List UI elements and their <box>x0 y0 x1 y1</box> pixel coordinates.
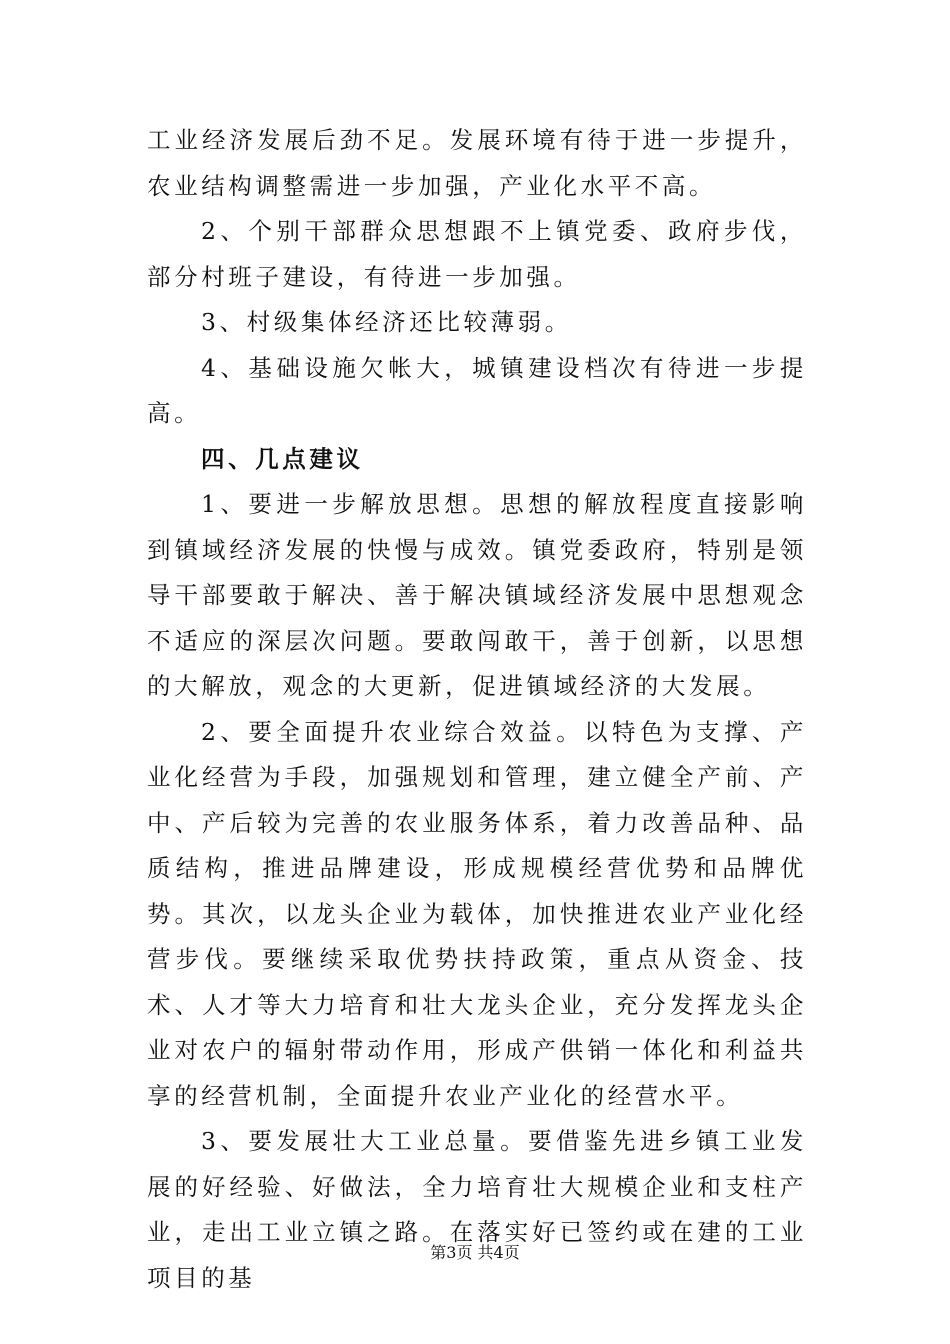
paragraph-issue-2: 2、个别干部群众思想跟不上镇党委、政府步伐，部分村班子建设，有待进一步加强。 <box>147 217 807 291</box>
paragraph-issue-4: 4、基础设施欠帐大，城镇建设档次有待进一步提高。 <box>147 353 807 427</box>
paragraph-suggestion-1: 1、要进一步解放思想。思想的解放程度直接影响到镇域经济发展的快慢与成效。镇党委政府，特别是领导干部要敢于解决、善于解决镇域经济发展中思想观念不适应的深层次问题。要敢闯敢干，善于创新，以思想的大解放，观念的大更新，促进镇域经济的大发展。 <box>147 490 807 700</box>
paragraph-suggestion-2: 2、要全面提升农业综合效益。以特色为支撑、产业化经营为手段，加强规划和管理，建立健全产前、产中、产后较为完善的农业服务体系，着力改善品种、品质结构，推进品牌建设，形成规模经营优势和品牌优势。其次，以龙头企业为载体，加快推进农业产业化经营步伐。要继续采取优势扶持政策，重点从资金、技术、人才等大力培育和壮大龙头企业，充分发挥龙头企业对农户的辐射带动作用，形成产供销一体化和利益共享的经营机制，全面提升农业产业化的经营水平。 <box>147 717 807 1110</box>
page-footer: 第3页 共4页 <box>430 1243 520 1262</box>
document-body <box>147 118 807 1301</box>
section-heading: 四、几点建议 <box>201 444 364 473</box>
paragraph-suggestion-3: 3、要发展壮大工业总量。要借鉴先进乡镇工业发展的好经验、好做法，全力培育壮大规模企业和支柱产业，走出工业立镇之路。在落实好已签约或在建的工业项目的基 <box>147 1127 807 1292</box>
paragraph-issue-3: 3、村级集体经济还比较薄弱。 <box>201 308 572 336</box>
paragraph-continuation: 工业经济发展后劲不足。发展环境有待于进一步提升，农业结构调整需进一步加强，产业化水平不高。 <box>147 126 807 200</box>
